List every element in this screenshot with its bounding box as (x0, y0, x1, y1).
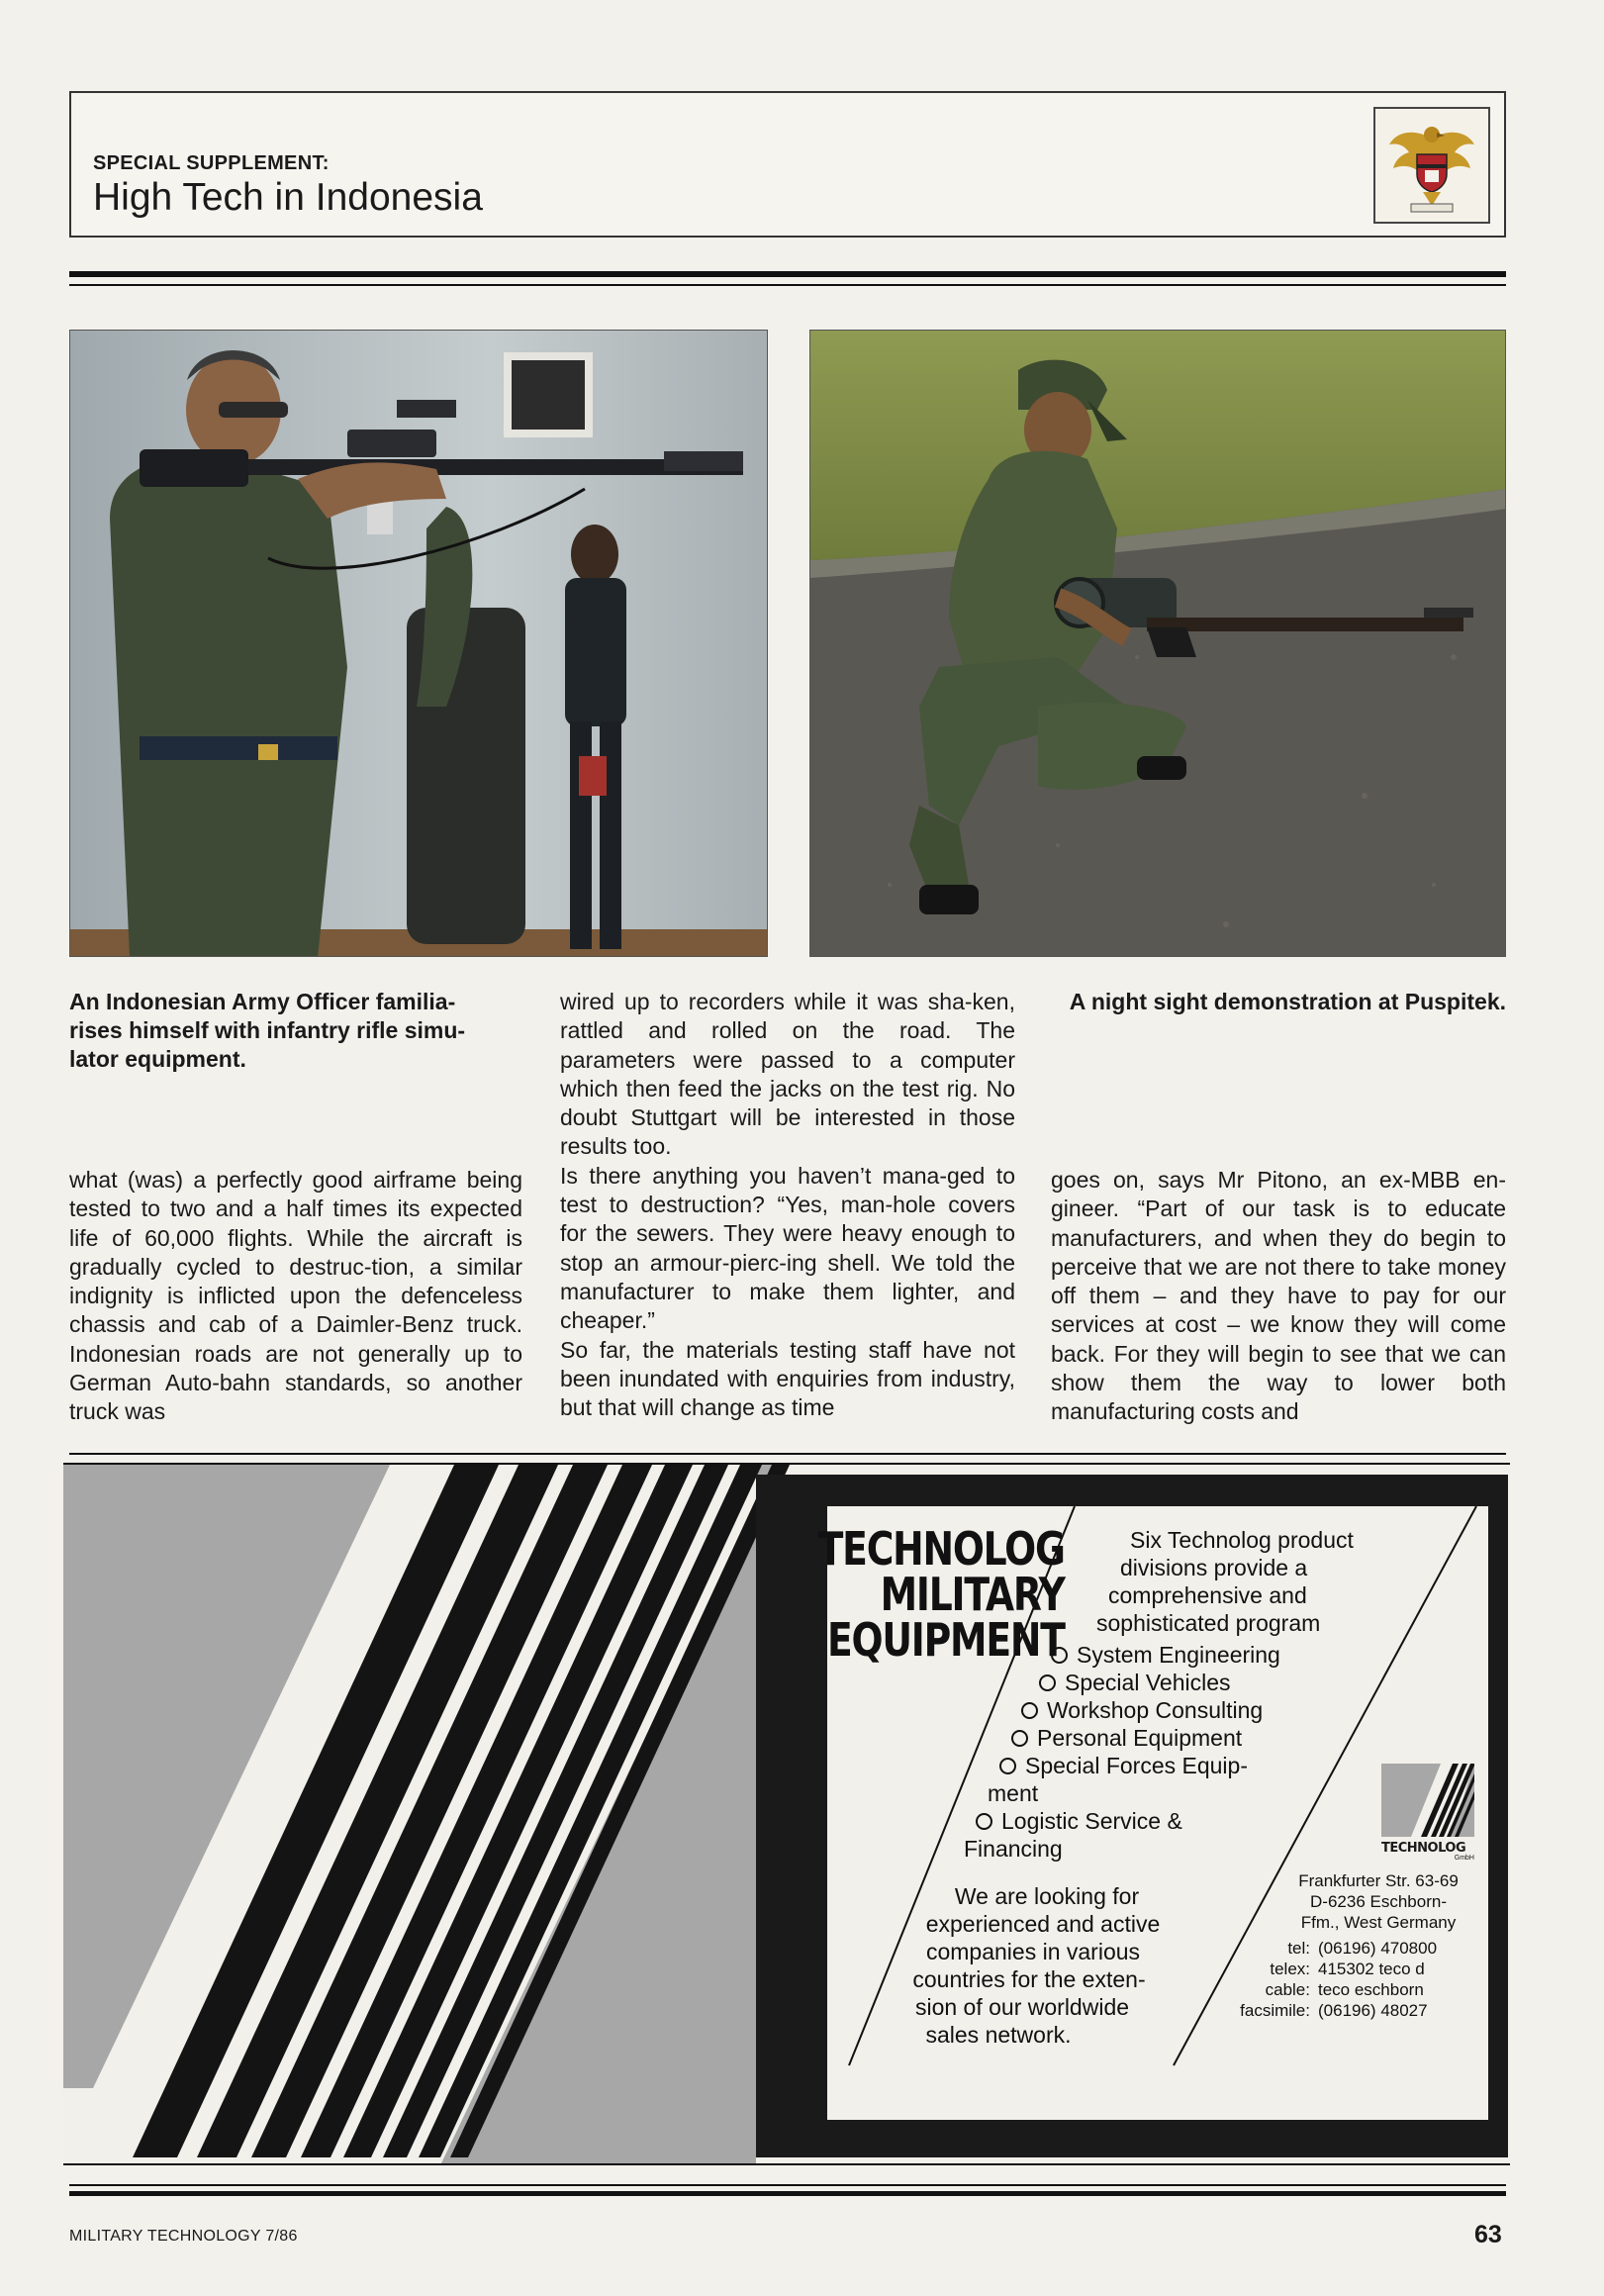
paragraph: Is there anything you haven’t mana-ged to test to destruction? “Yes, man-hole covers for the sewers. They were heavy enough to stop an armour-pierc-ing shell. We told the manufacturer to make them lighter, and cheaper.” (560, 1162, 1015, 1334)
contact-row: telex: 415302 teco d (1270, 1960, 1425, 1978)
ad-brand-line: EQUIPMENT (827, 1613, 1065, 1667)
ad-division-list (950, 1641, 1286, 1863)
footer-rule-thin (69, 2184, 1506, 2186)
caption-left: An Indonesian Army Officer familia-rises himself with infantry rifle simu-lator equipment. (69, 989, 466, 1072)
photo-night-sight-demo (809, 330, 1506, 957)
circle-bullet-icon (1039, 1674, 1056, 1691)
ad-pitch-line: experienced and active (925, 1911, 1161, 1937)
ad-pitch (889, 1882, 1166, 2049)
address-line: D-6236 Eschborn- (1310, 1892, 1447, 1911)
circle-bullet-icon (999, 1758, 1016, 1774)
garuda-emblem-icon (1373, 107, 1490, 224)
paragraph: wired up to recorders while it was sha-ken, rattled and rolled on the road. The parameters were passed to a computer which then feed the jacks on the test rig. No doubt Stuttgart will be interested in those results too. (560, 989, 1015, 1160)
footer-rule (69, 2191, 1506, 2196)
paragraph: So far, the materials testing staff have not been inundated with enquiries from industry, but that will change as time (560, 1336, 1015, 1421)
photo-rifle-simulator (69, 330, 768, 957)
technolog-advertisement (63, 1463, 1510, 2165)
ad-intro-line: Six Technolog product (1130, 1527, 1354, 1553)
list-item: Special Vehicles (950, 1669, 1286, 1696)
header-rule (69, 271, 1506, 277)
page-number: 63 (1474, 2221, 1502, 2248)
ad-brand-line: MILITARY (880, 1568, 1065, 1621)
supplement-label: SPECIAL SUPPLEMENT: (93, 152, 330, 174)
article-column-2 (560, 988, 1015, 1422)
circle-bullet-icon (1011, 1730, 1028, 1747)
list-item: Workshop Consulting (950, 1696, 1286, 1724)
list-item-continuation: Financing (964, 1836, 1063, 1862)
header-rule-thin (69, 284, 1506, 286)
paragraph: what (was) a perfectly good airframe being tested to two and a half times its expected life of 60,000 flights. While the aircraft is gradually cycled to destruc-tion, a similar indignity is inflicted upon the defenceless chassis and cab of a Daimler-Benz truck. Indonesian roads are not generally up to German Auto-bahn standards, so another truck was (69, 1167, 522, 1425)
circle-bullet-icon (1051, 1647, 1068, 1664)
list-item: System Engineering (950, 1641, 1286, 1669)
list-item-continuation: ment (988, 1780, 1039, 1806)
article-column-3 (1051, 1166, 1506, 1427)
ad-pitch-line: sales network. (925, 2022, 1072, 2048)
circle-bullet-icon (1021, 1702, 1038, 1719)
contact-row: facsimile: (06196) 48027 (1240, 2001, 1428, 2020)
logo-subtext: GmbH (1454, 1855, 1474, 1862)
circle-bullet-icon (976, 1813, 992, 1830)
contact-row: cable: teco eschborn (1265, 1980, 1424, 1999)
ad-brand-line: TECHNOLOG (817, 1522, 1065, 1576)
technolog-logo-icon (1381, 1754, 1474, 1862)
supplement-title: High Tech in Indonesia (93, 176, 483, 219)
supplement-header (69, 91, 1506, 238)
ad-pitch-line: sion of our worldwide (914, 1994, 1130, 2020)
ad-contacts (1223, 1938, 1482, 2021)
ad-intro-line: divisions provide a (1120, 1555, 1308, 1580)
ad-intro-line: sophisticated program (1096, 1610, 1321, 1636)
ad-pitch-line: We are looking for (954, 1883, 1140, 1909)
paragraph: goes on, says Mr Pitono, an ex-MBB en-gineer. “Part of our task is to educate manufacturers, and when they do begin to perceive that we are not there to take money off them – and they have to pay for our services at cost – we know they will come back. For they will begin to see that we can show them the way to lower both manufacturing costs and (1051, 1167, 1506, 1425)
article-column-1 (69, 1166, 522, 1427)
logo-wordmark: TECHNOLOG (1381, 1841, 1466, 1856)
ad-pitch-line: countries for the exten- (912, 1966, 1146, 1992)
list-item: Special Forces Equip- (950, 1752, 1286, 1779)
ad-pitch-line: companies in various (925, 1939, 1141, 1964)
ad-text-panel (817, 1506, 1488, 2120)
article-end-rule (69, 1453, 1506, 1455)
list-item: Personal Equipment (950, 1724, 1286, 1752)
ad-address (1274, 1870, 1482, 1933)
address-line: Frankfurter Str. 63-69 (1298, 1871, 1459, 1890)
caption-right: A night sight demonstration at Puspitek. (1069, 989, 1506, 1014)
contact-row: tel: (06196) 470800 (1287, 1939, 1438, 1958)
publication-footer: MILITARY TECHNOLOGY 7/86 (69, 2228, 298, 2245)
ad-intro (1094, 1526, 1421, 1637)
ad-intro-line: comprehensive and (1108, 1582, 1307, 1608)
list-item: Logistic Service & (950, 1807, 1286, 1835)
address-line: Ffm., West Germany (1300, 1913, 1457, 1932)
